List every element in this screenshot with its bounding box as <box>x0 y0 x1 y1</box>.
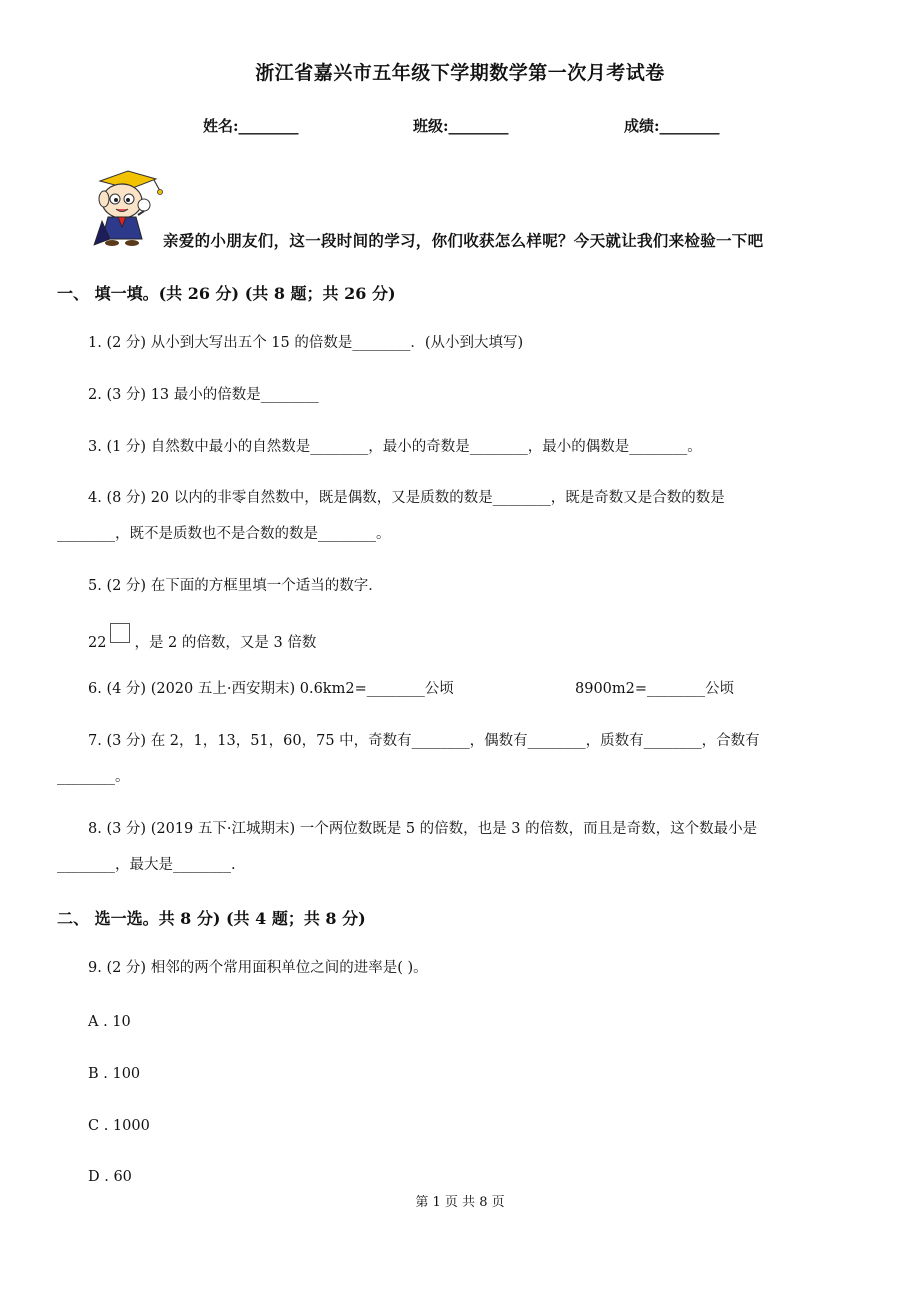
greeting-text: 亲爱的小朋友们，这一段时间的学习，你们收获怎么样呢？今天就让我们来检验一下吧 <box>163 231 764 250</box>
name-field: 姓名:________ <box>203 117 299 135</box>
section-heading-multiple-choice: 二、 选一选。共 8 分) (共 4 题；共 8 分) <box>57 909 366 928</box>
question-1: 1. (2 分) 从小到大写出五个 15 的倍数是________．(从小到大填写) <box>88 335 524 351</box>
answer-box[interactable] <box>110 623 130 643</box>
question-6-part-1: 6. (4 分) (2020 五上·西安期末) 0.6km2=________公顷 <box>88 681 454 697</box>
question-5-suffix: ，是 2 的倍数，又是 3 倍数 <box>134 635 317 651</box>
question-4-line-1: 4. (8 分) 20 以内的非零自然数中，既是偶数，又是质数的数是________，既是奇数又是合数的数是 <box>88 490 725 506</box>
page-footer: 第 1 页 共 8 页 <box>415 1195 505 1210</box>
option-c: C . 1000 <box>88 1118 150 1134</box>
section-heading-fill-in: 一、 填一填。(共 26 分) (共 8 题；共 26 分) <box>57 284 396 303</box>
question-6-part-2: 8900m2=________公顷 <box>575 681 735 697</box>
question-5-answer-line <box>88 630 316 653</box>
option-b: B . 100 <box>88 1066 141 1082</box>
question-8-line-2: ________，最大是________. <box>57 857 236 873</box>
question-5-prefix: 22 <box>88 635 107 651</box>
question-7-line-1: 7. (3 分) 在 2，1，13，51，60，75 中，奇数有________，偶数有________，质数有________，合数有 <box>88 733 760 749</box>
question-3: 3. (1 分) 自然数中最小的自然数是________，最小的奇数是________，最小的偶数是________。 <box>88 439 702 455</box>
question-9: 9. (2 分) 相邻的两个常用面积单位之间的进率是( )。 <box>88 960 428 976</box>
option-d: D . 60 <box>88 1169 132 1185</box>
score-field: 成绩:________ <box>624 117 720 135</box>
question-2: 2. (3 分) 13 最小的倍数是________ <box>88 387 319 403</box>
question-8-line-1: 8. (3 分) (2019 五下·江城期末) 一个两位数既是 5 的倍数，也是 3 的倍数，而且是奇数，这个数最小是 <box>88 821 758 837</box>
question-5: 5. (2 分) 在下面的方框里填一个适当的数字． <box>88 578 383 594</box>
class-field: 班级:________ <box>413 117 509 135</box>
mascot-illustration <box>90 165 166 247</box>
question-7-line-2: ________。 <box>57 769 130 785</box>
page-title: 浙江省嘉兴市五年级下学期数学第一次月考试卷 <box>255 62 665 84</box>
option-a: A . 10 <box>88 1014 131 1030</box>
question-4-line-2: ________，既不是质数也不是合数的数是________。 <box>57 526 391 542</box>
